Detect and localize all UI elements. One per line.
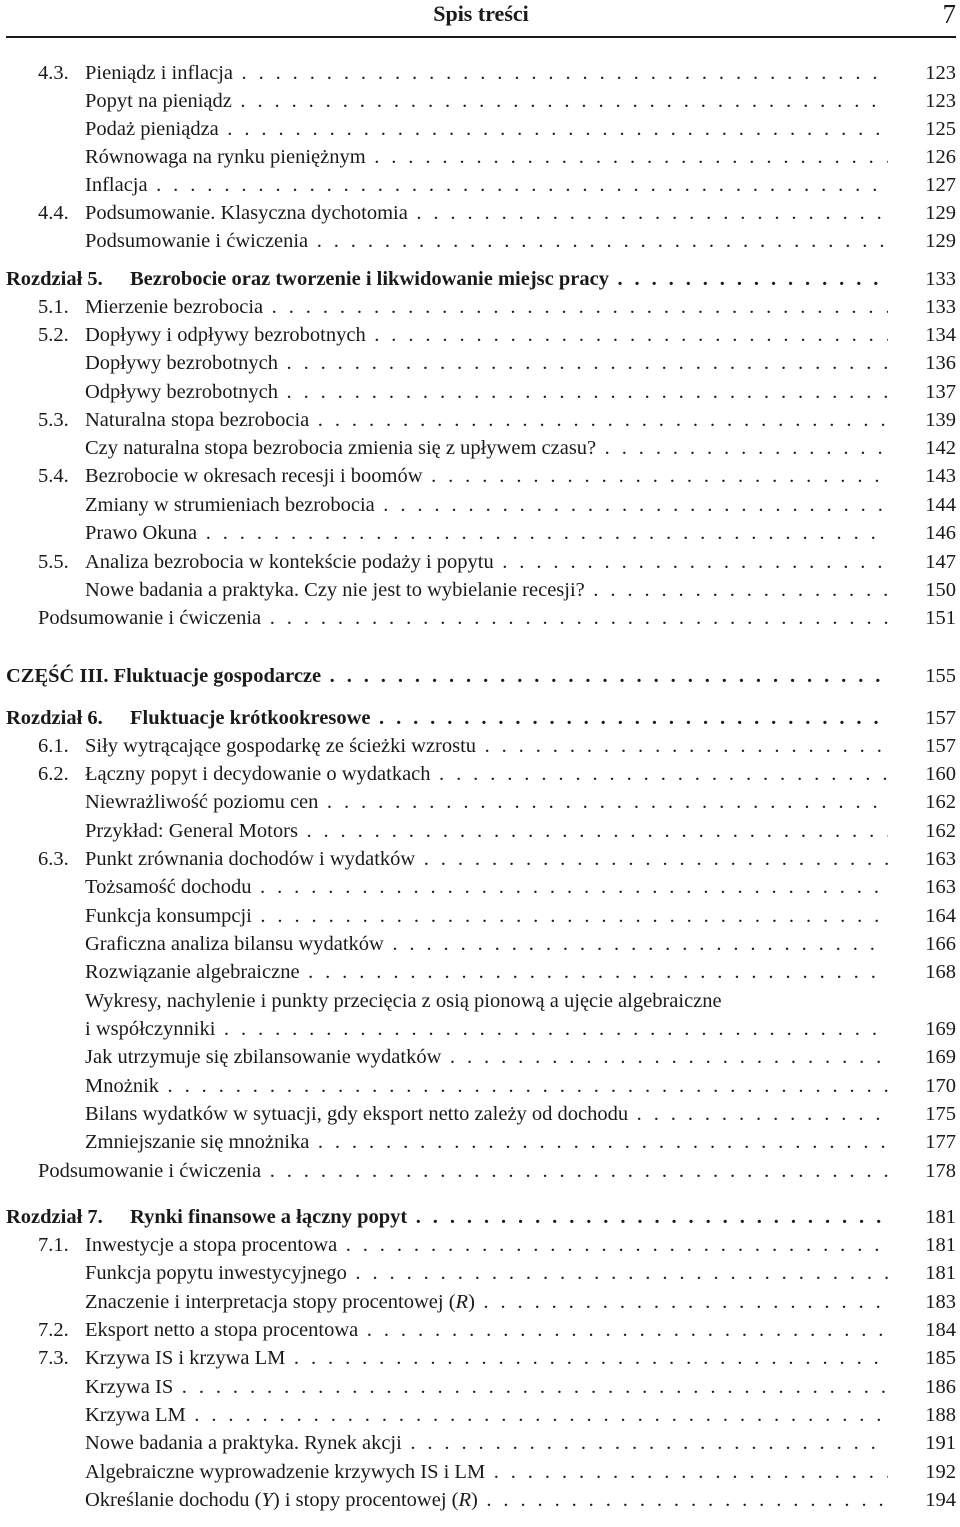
toc-entry-title: Podsumowanie. Klasyczna dychotomia . . . <box>85 199 888 227</box>
toc-entry-number: 6.2. <box>38 763 69 785</box>
toc-entry[interactable] <box>0 199 960 227</box>
toc-entry[interactable] <box>0 930 960 958</box>
toc-entry[interactable] <box>0 788 960 816</box>
toc-entry-title: Czy naturalna stopa bezrobocia zmienia się z upływem czasu? . . . <box>85 434 888 462</box>
toc-entry[interactable] <box>0 958 960 986</box>
toc-entry[interactable] <box>0 115 960 143</box>
toc-entry-number: Rozdział 5. <box>6 268 103 290</box>
toc-entry[interactable] <box>0 604 960 632</box>
toc-entry-page: 133 <box>925 296 956 318</box>
toc-entry-page: 139 <box>925 409 956 431</box>
toc-entry-title: Zmiany w strumieniach bezrobocia . . . <box>85 491 888 519</box>
toc-entry-title: Mierzenie bezrobocia . . . <box>85 293 888 321</box>
toc-entry-page: 162 <box>925 791 956 813</box>
toc-entry-title: Inflacja . . . <box>85 171 888 199</box>
toc-entry-page: 157 <box>925 735 956 757</box>
toc-entry-page: 184 <box>925 1319 956 1341</box>
toc-entry-page: 125 <box>925 118 956 140</box>
toc-entry-page: 188 <box>925 1404 956 1426</box>
toc-entry[interactable] <box>0 845 960 873</box>
toc-entry-title: Nowe badania a praktyka. Czy nie jest to wybielanie recesji? . . . <box>85 576 888 604</box>
toc-entry-title: Prawo Okuna . . . <box>85 519 888 547</box>
toc-entry-number: 5.5. <box>38 551 69 573</box>
toc-entry[interactable] <box>0 265 960 293</box>
toc-entry[interactable] <box>0 1401 960 1429</box>
toc-entry[interactable] <box>0 434 960 462</box>
toc-entry-title: Punkt zrównania dochodów i wydatków . . . <box>85 845 888 873</box>
toc-entry-page: 123 <box>925 90 956 112</box>
toc-entry-title: Rozwiązanie algebraiczne . . . <box>85 958 888 986</box>
toc-entry[interactable] <box>0 171 960 199</box>
toc-entry-page: 126 <box>925 146 956 168</box>
toc-entry-page: 169 <box>925 1046 956 1068</box>
toc-entry[interactable] <box>0 817 960 845</box>
toc-entry-page: 142 <box>925 437 956 459</box>
toc-entry-page: 144 <box>925 494 956 516</box>
toc-entry-page: 127 <box>925 174 956 196</box>
toc-entry-number: 5.2. <box>38 324 69 346</box>
toc-entry[interactable] <box>0 1043 960 1071</box>
toc-entry-page: 185 <box>925 1347 956 1369</box>
toc-entry-title: i współczynniki . . . <box>85 1015 888 1043</box>
toc-entry[interactable] <box>0 59 960 87</box>
toc-entry-title: Bezrobocie w okresach recesji i boomów . . . <box>85 462 888 490</box>
toc-entry-title: Mnożnik . . . <box>85 1072 888 1100</box>
toc-entry[interactable] <box>0 873 960 901</box>
toc-entry-page: 166 <box>925 933 956 955</box>
toc-entry-title: Nowe badania a praktyka. Rynek akcji . . . <box>85 1429 888 1457</box>
toc-entry[interactable] <box>0 227 960 255</box>
toc-entry[interactable] <box>0 519 960 547</box>
toc-entry-number: 6.1. <box>38 735 69 757</box>
toc-entry[interactable] <box>0 576 960 604</box>
toc-entry-title: Analiza bezrobocia w kontekście podaży i popytu . . . <box>85 548 888 576</box>
toc-entry-title: Graficzna analiza bilansu wydatków . . . <box>85 930 888 958</box>
toc-entry-title: Funkcja popytu inwestycyjnego . . . <box>85 1259 888 1287</box>
toc-entry[interactable] <box>0 987 960 1015</box>
toc-entry-page: 146 <box>925 522 956 544</box>
toc-entry[interactable] <box>0 406 960 434</box>
toc-entry-page: 170 <box>925 1075 956 1097</box>
toc-entry-title: Przykład: General Motors . . . <box>85 817 888 845</box>
toc-entry-page: 129 <box>925 202 956 224</box>
toc-entry-page: 151 <box>925 607 956 629</box>
toc-entry[interactable] <box>0 1231 960 1259</box>
toc-entry[interactable] <box>0 902 960 930</box>
toc-entry-title: Fluktuacje krótkookresowe . . . <box>130 704 888 732</box>
toc-entry-title: Bilans wydatków w sytuacji, gdy eksport netto zależy od dochodu . . . <box>85 1100 888 1128</box>
toc-entry-page: 129 <box>925 230 956 252</box>
toc-entry-title: Podaż pieniądza . . . <box>85 115 888 143</box>
toc-entry[interactable] <box>0 1100 960 1128</box>
toc-entry-page: 137 <box>925 381 956 403</box>
toc-entry[interactable] <box>0 1203 960 1231</box>
toc-entry-number: Rozdział 7. <box>6 1206 103 1228</box>
toc-entry-page: 136 <box>925 352 956 374</box>
toc-entry-title: Określanie dochodu (Y) i stopy procentowej (R) . . . <box>85 1486 888 1514</box>
toc-entry[interactable] <box>0 293 960 321</box>
toc-entry-page: 181 <box>925 1206 956 1228</box>
toc-entry-number: 4.3. <box>38 62 69 84</box>
toc-entry-page: 160 <box>925 763 956 785</box>
toc-entry-page: 134 <box>925 324 956 346</box>
toc-entry-title: Podsumowanie i ćwiczenia . . . <box>38 604 888 632</box>
toc-entry-number: 5.3. <box>38 409 69 431</box>
toc-entry-number: Rozdział 6. <box>6 707 103 729</box>
toc-entry-page: 150 <box>925 579 956 601</box>
toc-entry-title: Równowaga na rynku pieniężnym . . . <box>85 143 888 171</box>
toc-entry-title: Dopływy i odpływy bezrobotnych . . . <box>85 321 888 349</box>
toc-entry-page: 181 <box>925 1262 956 1284</box>
toc-entry-title: Niewrażliwość poziomu cen . . . <box>85 788 888 816</box>
toc-entry-page: 192 <box>925 1461 956 1483</box>
toc-entry[interactable] <box>0 1373 960 1401</box>
toc-entry-title: Krzywa LM . . . <box>85 1401 888 1429</box>
toc-entry-page: 133 <box>925 268 956 290</box>
toc-entry-page: 147 <box>925 551 956 573</box>
toc-entry-title: Bezrobocie oraz tworzenie i likwidowanie miejsc pracy . . . <box>130 265 888 293</box>
toc-entry[interactable] <box>0 732 960 760</box>
toc-entry-title: Odpływy bezrobotnych . . . <box>85 378 888 406</box>
toc-entry-title: CZĘŚĆ III. Fluktuacje gospodarcze . . . <box>6 662 888 690</box>
toc-entry[interactable] <box>0 1128 960 1156</box>
toc-entry-title: Podsumowanie i ćwiczenia . . . <box>85 227 888 255</box>
toc-entry-number: 7.1. <box>38 1234 69 1256</box>
toc-entry[interactable] <box>0 548 960 576</box>
toc-entry-title: Pieniądz i inflacja . . . <box>85 59 888 87</box>
toc-entry-title: Inwestycje a stopa procentowa . . . <box>85 1231 888 1259</box>
toc-entry-number: 5.1. <box>38 296 69 318</box>
toc-entry-title: Funkcja konsumpcji . . . <box>85 902 888 930</box>
toc-entry-number: 7.3. <box>38 1347 69 1369</box>
toc-entry-page: 178 <box>925 1160 956 1182</box>
toc-entry[interactable] <box>0 378 960 406</box>
toc-entry-title: Jak utrzymuje się zbilansowanie wydatków . . . <box>85 1043 888 1071</box>
toc-entry-page: 169 <box>925 1018 956 1040</box>
toc-entry-title: Znaczenie i interpretacja stopy procentowej (R) . . . <box>85 1288 888 1316</box>
toc-entry-title: Podsumowanie i ćwiczenia . . . <box>38 1157 888 1185</box>
toc-entry[interactable] <box>0 349 960 377</box>
toc-entry-number: 4.4. <box>38 202 69 224</box>
toc-entry[interactable] <box>0 1259 960 1287</box>
toc-entry-title: Dopływy bezrobotnych . . . <box>85 349 888 377</box>
toc-entry-page: 194 <box>925 1489 956 1511</box>
toc-entry[interactable] <box>0 1072 960 1100</box>
toc-entry[interactable] <box>0 462 960 490</box>
toc-entry[interactable] <box>0 1288 960 1316</box>
toc-entry-page: 181 <box>925 1234 956 1256</box>
toc-entry[interactable] <box>0 760 960 788</box>
toc-entry-page: 123 <box>925 62 956 84</box>
toc-entry-page: 155 <box>925 665 956 687</box>
toc-entry-page: 163 <box>925 876 956 898</box>
toc-entry[interactable] <box>0 1157 960 1185</box>
toc-entry-number: 6.3. <box>38 848 69 870</box>
toc-entry-title: Krzywa IS . . . <box>85 1373 888 1401</box>
toc-entry[interactable] <box>0 704 960 732</box>
toc-entry-page: 168 <box>925 961 956 983</box>
toc-entry[interactable] <box>0 491 960 519</box>
toc-entry-page: 183 <box>925 1291 956 1313</box>
toc-entry-number: 5.4. <box>38 465 69 487</box>
toc-entry-page: 175 <box>925 1103 956 1125</box>
toc-entry-page: 164 <box>925 905 956 927</box>
toc-entry-page: 163 <box>925 848 956 870</box>
toc-entry[interactable] <box>0 1344 960 1372</box>
toc-entry-number: 7.2. <box>38 1319 69 1341</box>
toc-entry-page: 177 <box>925 1131 956 1153</box>
toc-entry-title: Rynki finansowe a łączny popyt . . . <box>130 1203 888 1231</box>
toc-entry-title: Popyt na pieniądz . . . <box>85 87 888 115</box>
toc-entry[interactable] <box>0 143 960 171</box>
toc-entry[interactable] <box>0 1015 960 1043</box>
toc-entry-title: Siły wytrącające gospodarkę ze ścieżki wzrostu . . . <box>85 732 888 760</box>
toc-entry-title: Tożsamość dochodu . . . <box>85 873 888 901</box>
page-number: 7 <box>942 0 956 29</box>
toc-entry-title: Wykresy, nachylenie i punkty przecięcia z osią pionową a ujęcie algebraiczne <box>85 990 722 1012</box>
toc-entry-page: 186 <box>925 1376 956 1398</box>
toc-entry-title: Algebraiczne wyprowadzenie krzywych IS i LM . . . <box>85 1458 888 1486</box>
toc-entry[interactable] <box>0 1316 960 1344</box>
toc-entry-title: Krzywa IS i krzywa LM . . . <box>85 1344 888 1372</box>
toc-entry[interactable] <box>0 321 960 349</box>
toc-entry[interactable] <box>0 87 960 115</box>
toc-entry[interactable] <box>0 1458 960 1486</box>
toc-entry-page: 162 <box>925 820 956 842</box>
toc-entry-page: 157 <box>925 707 956 729</box>
toc-entry-page: 191 <box>925 1432 956 1454</box>
toc-entry-title: Zmniejszanie się mnożnika . . . <box>85 1128 888 1156</box>
toc-entry-title: Naturalna stopa bezrobocia . . . <box>85 406 888 434</box>
toc-entry-title: Łączny popyt i decydowanie o wydatkach . . . <box>85 760 888 788</box>
running-header-title: Spis treści <box>433 1 529 26</box>
toc-entry-title: Eksport netto a stopa procentowa . . . <box>85 1316 888 1344</box>
toc-entry-page: 143 <box>925 465 956 487</box>
toc-entry[interactable] <box>0 1429 960 1457</box>
toc-entry[interactable] <box>0 1486 960 1514</box>
toc-entry[interactable] <box>0 662 960 690</box>
